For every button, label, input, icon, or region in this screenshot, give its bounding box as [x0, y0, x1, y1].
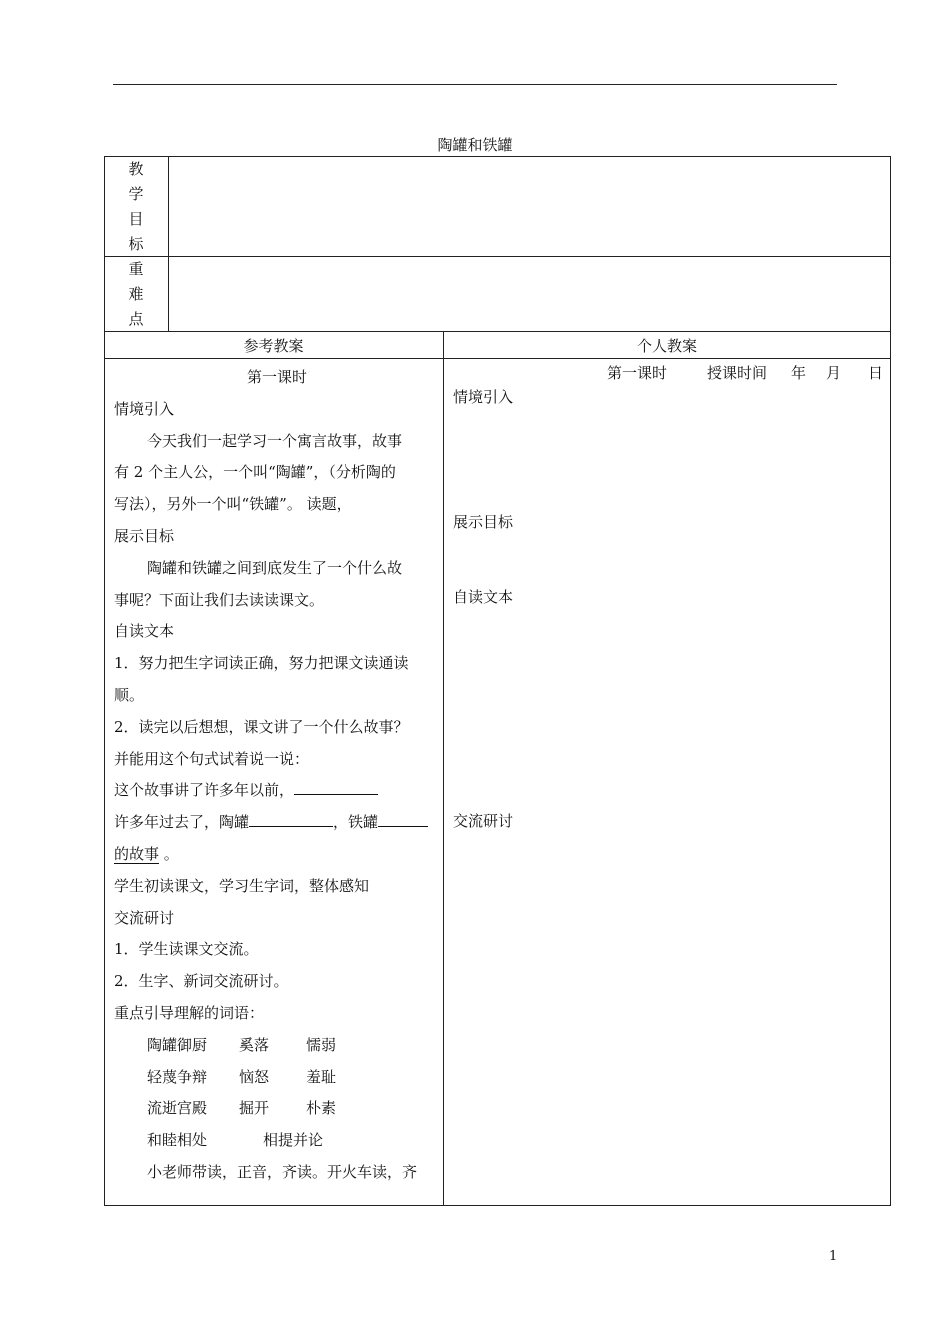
- label-column-divider: [168, 156, 169, 331]
- word-row-1: 陶罐御厨 奚落 懦弱: [147, 1035, 337, 1054]
- personal-lesson-header: 第一课时 授课时间 年 月 日: [607, 364, 884, 382]
- read-line-8: 学生初读课文，学习生字词，整体感知: [114, 876, 370, 895]
- personal-discussion-label: 交流研讨: [453, 812, 514, 830]
- section-intro-title: 情境引入: [114, 399, 175, 418]
- section-show-title: 展示目标: [114, 526, 175, 545]
- read-line-6: 许多年过去了，陶罐 ，铁罐: [114, 807, 440, 839]
- personal-read-label: 自读文本: [453, 588, 514, 606]
- page-title: 陶罐和铁罐: [437, 136, 513, 154]
- intro-line-3: 写法），另外一个叫“铁罐”。 读题，: [114, 495, 352, 514]
- section-read-title: 自读文本: [114, 622, 175, 641]
- section-discussion-title: 交流研讨: [114, 908, 175, 927]
- reference-plan-content: [114, 362, 440, 1189]
- fill-blank: [378, 808, 428, 827]
- personal-intro-label: 情境引入: [453, 388, 514, 406]
- page-number: 1: [829, 1249, 838, 1264]
- show-line-1: 陶罐和铁罐之间到底发生了一个什么故: [147, 558, 403, 577]
- personal-plan-header: 个人教案: [636, 337, 697, 355]
- personal-show-label: 展示目标: [453, 513, 514, 531]
- header-rule: [113, 84, 837, 85]
- read-line-3: 2．读完以后想想，课文讲了一个什么故事？: [114, 717, 409, 736]
- show-line-2: 事呢？下面让我们去读读课文。: [114, 590, 325, 609]
- read-line-5: 这个故事讲了许多年以前，: [114, 775, 440, 807]
- read-line-7: 的故事 。: [114, 844, 179, 863]
- intro-line-2: 有 2 个主人公，一个叫“陶罐”，（分析陶的: [114, 463, 396, 482]
- row-divider-1: [104, 256, 891, 257]
- read-line-4: 并能用这个句式试着说一说：: [114, 749, 310, 768]
- reference-plan-header: 参考教案: [243, 337, 304, 355]
- row-divider-3: [104, 358, 891, 359]
- key-words-title: 重点引导理解的词语：: [114, 1003, 265, 1022]
- row-divider-2: [104, 331, 891, 332]
- teaching-goals-label: 教 学 目 标: [128, 160, 144, 253]
- read-line-1: 1．努力把生字词读正确，努力把课文读通读: [114, 654, 409, 673]
- discussion-line-1: 1．学生读课文交流。: [114, 940, 259, 959]
- intro-line-1: 今天我们一起学习一个寓言故事，故事: [147, 431, 403, 450]
- word-row-4: 和睦相处 相提并论: [147, 1131, 324, 1150]
- plan-column-divider: [443, 331, 444, 1206]
- fill-blank: [249, 808, 333, 827]
- word-row-3: 流逝宫殿 掘开 朴素: [147, 1099, 337, 1118]
- discussion-line-2: 2．生字、新词交流研讨。: [114, 972, 289, 991]
- key-difficulty-label: 重 难 点: [128, 260, 144, 328]
- fill-blank: [294, 776, 378, 795]
- word-row-2: 轻蔑争辩 恼怒 羞耻: [147, 1067, 337, 1086]
- lesson-heading: 第一课时: [246, 368, 307, 386]
- read-line-2: 顺。: [114, 685, 145, 704]
- last-line: 小老师带读，正音，齐读。开火车读，齐: [147, 1162, 418, 1181]
